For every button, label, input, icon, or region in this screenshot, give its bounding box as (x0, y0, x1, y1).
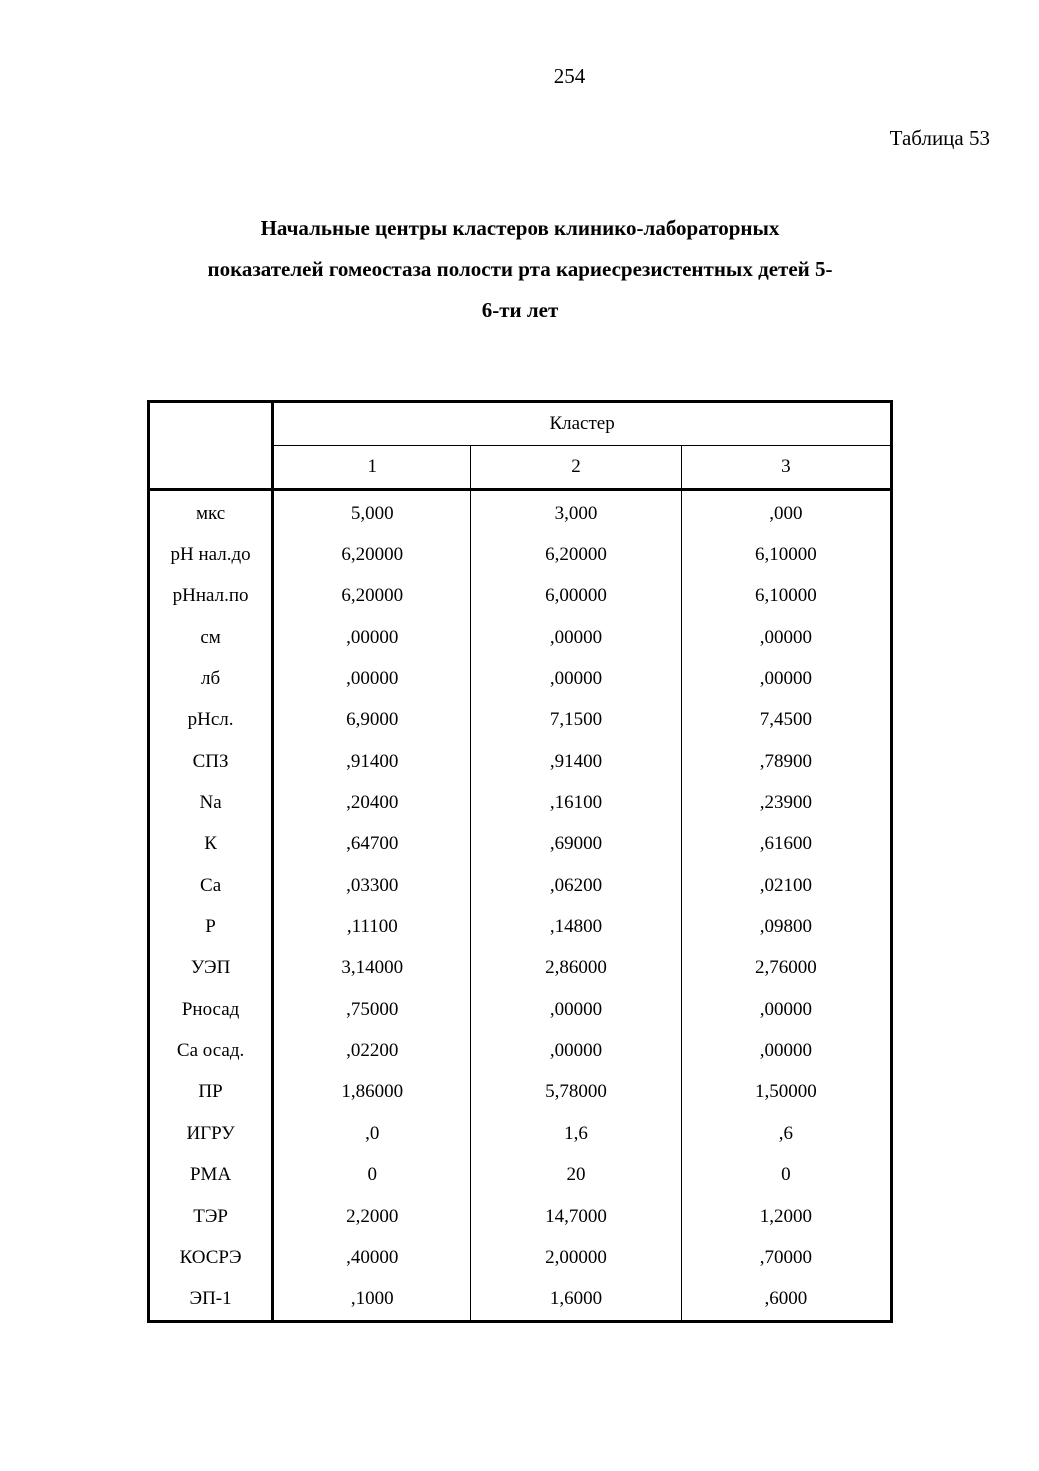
table-cell: ,91400 (346, 750, 399, 772)
table-cell: ,78900 (681, 741, 891, 782)
table-row (149, 741, 892, 782)
table-cell: ,00000 (471, 989, 681, 1030)
table-row (149, 576, 892, 617)
table-cell: ,11100 (346, 916, 398, 938)
row-label: лб (149, 658, 273, 699)
table-cell: ,16100 (471, 782, 681, 823)
table-cell: 6,00000 (471, 576, 681, 617)
row-label: СПЗ (149, 741, 273, 782)
table-row (149, 865, 892, 906)
table-cell: 6,20000 (341, 585, 404, 607)
table-row (149, 906, 892, 947)
table-cell: 1,50000 (681, 1072, 891, 1113)
table-cell: 5,000 (350, 502, 394, 524)
table-cell: ,0 (365, 1122, 380, 1144)
table-row (149, 782, 892, 823)
table-cell: ,00000 (346, 626, 399, 648)
row-label: ИГРУ (149, 1113, 273, 1154)
table-row (149, 617, 892, 658)
table-cell: 2,86000 (471, 948, 681, 989)
table-cell: ,6 (681, 1113, 891, 1154)
table-row (149, 700, 892, 741)
table-cell: 6,20000 (341, 544, 404, 566)
table-cell: 0 (681, 1155, 891, 1196)
table-title-line: показателей гомеостаза полости рта кариесрезистентных детей 5- (207, 257, 833, 281)
table-cell: ,02100 (681, 865, 891, 906)
row-label: ЭП-1 (149, 1279, 273, 1322)
table-cell: 7,4500 (681, 700, 891, 741)
row-label: КОСРЭ (149, 1237, 273, 1278)
table-cell: ,1000 (350, 1288, 394, 1310)
table-cell: ,00000 (681, 658, 891, 699)
table-row (149, 1237, 892, 1278)
table-cell: 3,14000 (341, 957, 404, 979)
table-cell: 14,7000 (471, 1196, 681, 1237)
table-title-line: Начальные центры кластеров клинико-лабораторных (260, 216, 780, 240)
table-row (149, 989, 892, 1030)
table-cell: ,20400 (346, 792, 399, 814)
table-cell: ,000 (681, 490, 891, 535)
table-row (149, 658, 892, 699)
row-label: pH нал.до (149, 534, 273, 575)
table-cell: 2,2000 (346, 1205, 399, 1227)
table-row (149, 1030, 892, 1071)
table-row (149, 1113, 892, 1154)
table-cell: ,75000 (346, 998, 399, 1020)
table-cell: ,00000 (471, 1030, 681, 1071)
table-cell: 0 (367, 1164, 378, 1186)
table-row (149, 824, 892, 865)
cluster-centers-table (147, 400, 893, 1323)
table-cell: 6,10000 (681, 576, 891, 617)
table-cell: 2,00000 (471, 1237, 681, 1278)
row-label: pHнал.по (149, 576, 273, 617)
row-label: УЭП (149, 948, 273, 989)
table-cell: 2,76000 (681, 948, 891, 989)
table-cell: ,70000 (681, 1237, 891, 1278)
table-row (149, 534, 892, 575)
table-row (149, 948, 892, 989)
table-cell: 6,9000 (346, 709, 399, 731)
table-cell: 20 (471, 1155, 681, 1196)
table-cell: ,64700 (346, 833, 399, 855)
table-cell: ,91400 (471, 741, 681, 782)
row-label: Р (149, 906, 273, 947)
row-label: Na (149, 782, 273, 823)
table-cell: ,40000 (346, 1246, 399, 1268)
table-cell: 1,2000 (681, 1196, 891, 1237)
corner-cell (149, 402, 273, 490)
table-cell: 5,78000 (471, 1072, 681, 1113)
table-cell: ,69000 (471, 824, 681, 865)
table-label: Таблица 53 (889, 126, 990, 150)
cluster-column-header: 2 (471, 446, 681, 490)
cluster-column-header: 3 (681, 446, 891, 490)
table-cell: ,02200 (346, 1040, 399, 1062)
table-cell: ,06200 (471, 865, 681, 906)
table-cell: 3,000 (471, 490, 681, 535)
table-cell: ,03300 (346, 874, 399, 896)
table-row (149, 490, 892, 535)
row-label: ПР (149, 1072, 273, 1113)
row-label: Са осад. (149, 1030, 273, 1071)
table-cell: 1,86000 (341, 1081, 404, 1103)
table-title (100, 208, 940, 331)
table-cell: ,00000 (471, 617, 681, 658)
table-cell: ,6000 (681, 1279, 891, 1322)
table-cell: ,61600 (681, 824, 891, 865)
table-row (149, 1196, 892, 1237)
cluster-group-header: Кластер (273, 402, 892, 446)
table-cell: ,00000 (471, 658, 681, 699)
table-cell: ,14800 (471, 906, 681, 947)
row-label: мкс (149, 490, 273, 535)
table-row (149, 1155, 892, 1196)
row-label: ТЭР (149, 1196, 273, 1237)
table-cell: ,23900 (681, 782, 891, 823)
table-cell: 6,10000 (681, 534, 891, 575)
row-label: РМА (149, 1155, 273, 1196)
table-cell: ,00000 (681, 989, 891, 1030)
table-cell: ,00000 (346, 668, 399, 690)
page-number: 254 (553, 64, 586, 88)
row-label: см (149, 617, 273, 658)
table-cell: ,00000 (681, 1030, 891, 1071)
table-cell: 6,20000 (471, 534, 681, 575)
table-cell: ,00000 (681, 617, 891, 658)
table-body (149, 490, 892, 1322)
row-label: pHсл. (149, 700, 273, 741)
row-label: Рносад (149, 989, 273, 1030)
table-cell: 1,6000 (471, 1279, 681, 1322)
table-row (149, 1279, 892, 1322)
table-row (149, 1072, 892, 1113)
table-cell: ,09800 (681, 906, 891, 947)
cluster-column-header: 1 (273, 446, 471, 490)
row-label: Ca (149, 865, 273, 906)
table-cell: 1,6 (471, 1113, 681, 1154)
table-cell: 7,1500 (471, 700, 681, 741)
table-title-line: 6-ти лет (481, 298, 559, 322)
row-label: К (149, 824, 273, 865)
